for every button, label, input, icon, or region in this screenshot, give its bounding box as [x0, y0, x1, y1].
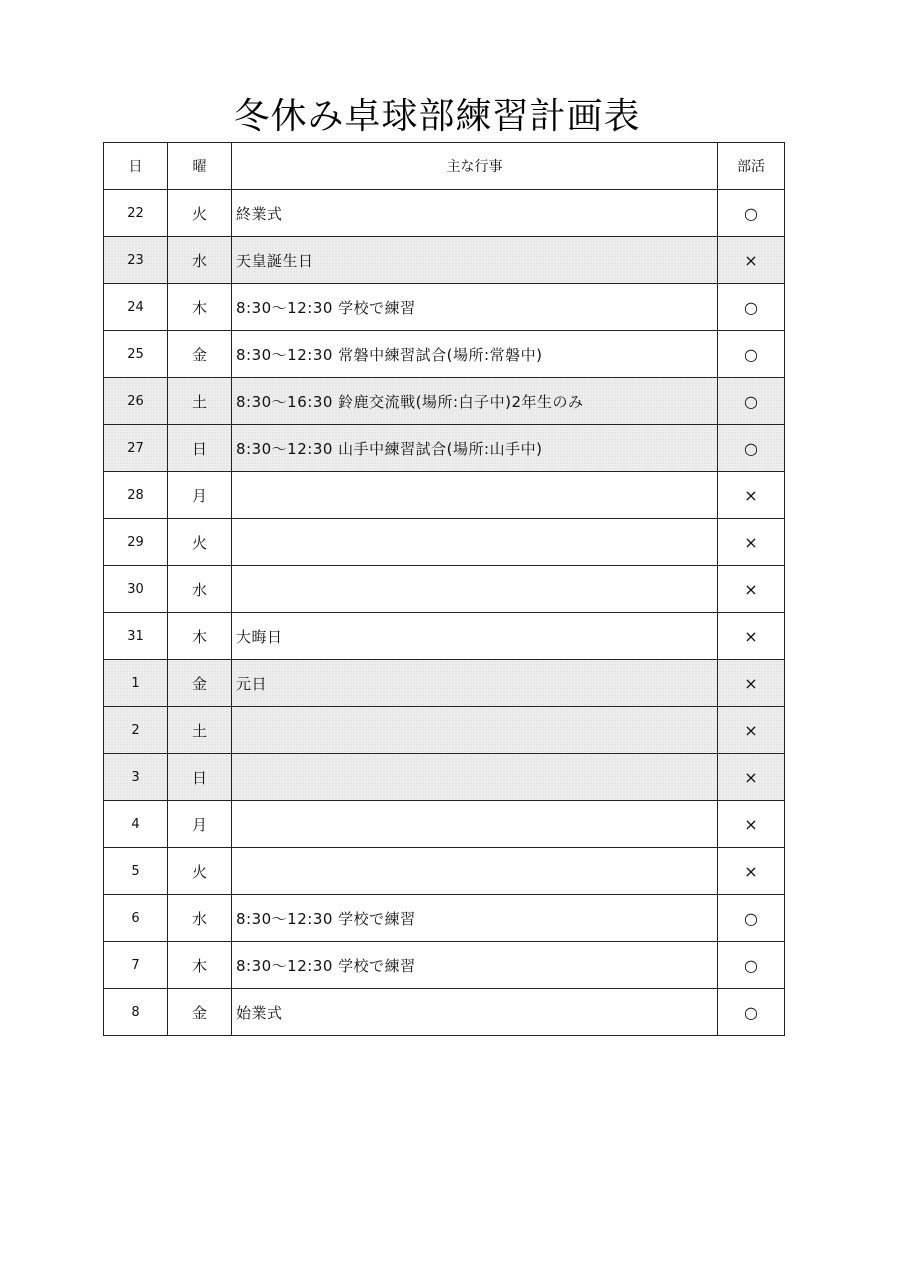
event-cell: 天皇誕生日 [232, 237, 718, 284]
weekday-cell: 火 [168, 848, 232, 895]
event-cell: 大晦日 [232, 613, 718, 660]
event-cell [232, 519, 718, 566]
club-status-cell: × [718, 848, 785, 895]
event-cell: 8:30～12:30 常磐中練習試合(場所:常磐中) [232, 331, 718, 378]
club-status-cell: ○ [718, 425, 785, 472]
club-status-cell: ○ [718, 190, 785, 237]
weekday-cell: 日 [168, 425, 232, 472]
day-cell: 4 [104, 801, 168, 848]
event-cell [232, 848, 718, 895]
club-status-cell: ○ [718, 378, 785, 425]
day-cell: 23 [104, 237, 168, 284]
table-row [104, 519, 785, 566]
club-status-cell: × [718, 707, 785, 754]
table-row [104, 613, 785, 660]
table-row [104, 754, 785, 801]
event-cell [232, 472, 718, 519]
weekday-cell: 木 [168, 284, 232, 331]
weekday-cell: 土 [168, 378, 232, 425]
day-cell: 1 [104, 660, 168, 707]
day-cell: 28 [104, 472, 168, 519]
header-event: 主な行事 [232, 143, 718, 190]
event-cell: 8:30～12:30 学校で練習 [232, 895, 718, 942]
day-cell: 29 [104, 519, 168, 566]
weekday-cell: 金 [168, 660, 232, 707]
table-row [104, 848, 785, 895]
event-cell: 8:30～12:30 山手中練習試合(場所:山手中) [232, 425, 718, 472]
weekday-cell: 土 [168, 707, 232, 754]
event-cell: 始業式 [232, 989, 718, 1036]
day-cell: 5 [104, 848, 168, 895]
event-cell: 元日 [232, 660, 718, 707]
weekday-cell: 水 [168, 237, 232, 284]
table-row [104, 989, 785, 1036]
table-row [104, 378, 785, 425]
table-row [104, 566, 785, 613]
weekday-cell: 日 [168, 754, 232, 801]
table-row [104, 895, 785, 942]
weekday-cell: 月 [168, 801, 232, 848]
club-status-cell: × [718, 519, 785, 566]
club-status-cell: × [718, 613, 785, 660]
header-day: 日 [104, 143, 168, 190]
club-status-cell: ○ [718, 942, 785, 989]
event-cell: 終業式 [232, 190, 718, 237]
event-cell: 8:30～16:30 鈴鹿交流戦(場所:白子中)2年生のみ [232, 378, 718, 425]
table-row [104, 331, 785, 378]
header-club: 部活 [718, 143, 785, 190]
header-row [104, 143, 785, 190]
club-status-cell: × [718, 754, 785, 801]
schedule-table [103, 142, 785, 1036]
day-cell: 24 [104, 284, 168, 331]
weekday-cell: 水 [168, 566, 232, 613]
club-status-cell: × [718, 237, 785, 284]
day-cell: 3 [104, 754, 168, 801]
page-title: 冬休み卓球部練習計画表 [233, 96, 641, 137]
club-status-cell: × [718, 472, 785, 519]
event-cell: 8:30～12:30 学校で練習 [232, 284, 718, 331]
weekday-cell: 木 [168, 942, 232, 989]
weekday-cell: 月 [168, 472, 232, 519]
table-row [104, 660, 785, 707]
day-cell: 6 [104, 895, 168, 942]
table-row [104, 472, 785, 519]
day-cell: 30 [104, 566, 168, 613]
table-row [104, 942, 785, 989]
club-status-cell: ○ [718, 989, 785, 1036]
day-cell: 22 [104, 190, 168, 237]
weekday-cell: 水 [168, 895, 232, 942]
day-cell: 7 [104, 942, 168, 989]
table-row [104, 425, 785, 472]
weekday-cell: 火 [168, 190, 232, 237]
weekday-cell: 金 [168, 989, 232, 1036]
table-row [104, 707, 785, 754]
club-status-cell: ○ [718, 284, 785, 331]
header-weekday: 曜 [168, 143, 232, 190]
day-cell: 2 [104, 707, 168, 754]
table-row [104, 190, 785, 237]
club-status-cell: ○ [718, 331, 785, 378]
weekday-cell: 金 [168, 331, 232, 378]
day-cell: 27 [104, 425, 168, 472]
table-row [104, 801, 785, 848]
weekday-cell: 木 [168, 613, 232, 660]
club-status-cell: × [718, 801, 785, 848]
event-cell [232, 801, 718, 848]
event-cell: 8:30～12:30 学校で練習 [232, 942, 718, 989]
club-status-cell: ○ [718, 895, 785, 942]
event-cell [232, 754, 718, 801]
event-cell [232, 566, 718, 613]
club-status-cell: × [718, 660, 785, 707]
table-row [104, 284, 785, 331]
day-cell: 26 [104, 378, 168, 425]
day-cell: 8 [104, 989, 168, 1036]
weekday-cell: 火 [168, 519, 232, 566]
table-row [104, 237, 785, 284]
event-cell [232, 707, 718, 754]
day-cell: 25 [104, 331, 168, 378]
day-cell: 31 [104, 613, 168, 660]
club-status-cell: × [718, 566, 785, 613]
